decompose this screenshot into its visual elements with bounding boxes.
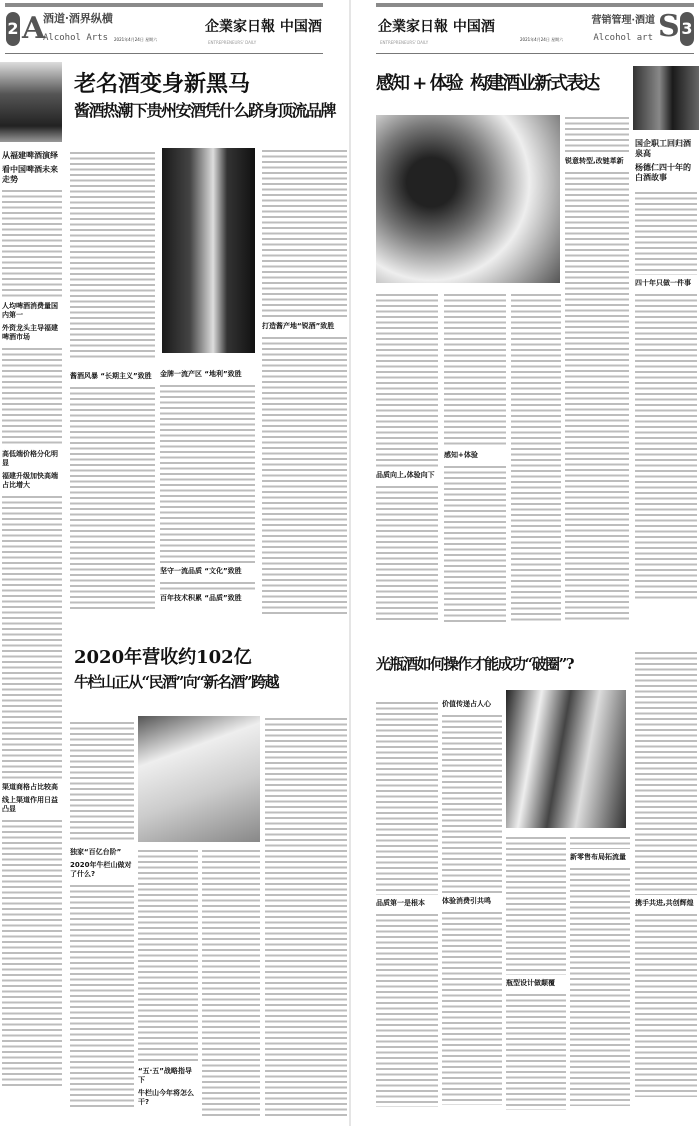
subhead: 瓶型设计做颠覆 [506,979,555,987]
subhead: 四十年只做一件事 [635,279,691,287]
body-text-column [442,910,502,1105]
header-bar [376,3,694,7]
subhead: 金牌一流产区 “地利”致胜 [160,370,242,378]
subhead: 品质向上,体验向下 [376,471,435,479]
body-text-column [70,883,134,1108]
second-column-4 [570,835,630,1106]
beer-mugs-photo [0,62,62,142]
body-text-column [202,848,260,1118]
body-text-column [70,720,134,840]
body-text-column [2,494,62,779]
second-headline-line2: 牛栏山正从“民酒”向“新名酒”跨越 [74,673,279,691]
issue-date: 2021年4月24日 星期六 [114,37,158,42]
body-text-column [565,170,629,620]
body-text-column [376,912,438,1107]
subhead: “五·五”战略指导下 [138,1067,192,1084]
subhead: 高低端价格分化明显 [2,450,58,467]
body-text-column [570,866,630,1106]
side-headline-line1: 国企职工回归酒泉高 [635,138,691,158]
body-text-column [635,190,697,275]
body-text-column [565,115,629,153]
side-headline-line2: 看中国啤酒未来走势 [2,164,58,184]
second-column-2 [138,848,198,1107]
lead-column-2 [444,292,506,624]
niulanshan-product-photo [138,716,260,842]
body-text-column [70,385,155,610]
subhead: 牛栏山今年将怎么干? [138,1089,194,1106]
second-column-1 [70,720,134,1108]
body-text-column [262,335,347,615]
side-column [635,138,697,602]
section-title: 酒道·酒界纵横 [43,12,113,25]
section-title: 营销管理·酒道 [591,15,655,26]
body-text-column [2,346,62,446]
header-rule [5,53,323,54]
issue-date: 2021年4月24日 星期六 [520,37,564,42]
second-headline: 光瓶酒如何操作才能成功“破圈”? [376,655,574,673]
header-rule [376,53,694,54]
subhead: 2020年牛栏山做对了什么? [70,861,132,878]
body-text-column [376,484,438,622]
second-column-2 [442,700,502,1105]
body-text-column [2,188,62,298]
body-text-column [265,716,347,1116]
body-text-column [570,835,630,849]
subhead: 新零售布局拓流量 [570,853,626,861]
page-fold [349,0,351,1126]
body-text-column [70,150,155,360]
subhead: 打造酱产地“锐酒”致胜 [262,322,335,330]
subhead: 携手共进,共创辉煌 [635,899,694,907]
section-english: Alcohol art [593,33,653,43]
body-text-column [138,848,198,1063]
body-text-column [376,700,438,895]
page-number-badge: 2 [6,12,20,46]
masthead-logo: 企業家日報 中国酒 [378,19,495,35]
side-headline-line1: 从福建啤酒演绎 [2,150,58,160]
body-text-column [376,292,438,467]
section-english: Alcohol Arts [43,33,109,43]
body-text-column [442,713,502,893]
liquor-bottles-photo [506,690,626,828]
second-headline-line1: 2020年营收约102亿 [74,647,252,668]
subhead: 渠道商格占比较高 [2,783,58,791]
side-headline-line2: 杨德仁四十年的白酒故事 [635,162,691,182]
lead-headline: 感知 + 体验 构建酒业新式表达 [376,73,599,94]
lead-headline-line2: 酱酒热潮下贵州安酒凭什么跻身顶流品牌 [74,101,336,120]
portrait-photo [633,66,699,130]
page-letter: S [658,9,680,44]
subhead: 外资龙头主导福建啤酒市场 [2,324,58,341]
wine-glasses-photo [376,115,560,283]
body-text-column [444,464,506,624]
second-column-5 [635,650,697,1097]
body-text-column [635,912,697,1097]
body-text-column [506,992,566,1110]
page-letter: A [22,11,46,46]
body-text-column [2,818,62,1088]
header-bar [5,3,323,7]
subhead: 坚守一流品质 “文化”致胜 [160,567,242,575]
second-column-1 [376,700,438,1107]
subhead: 线上渠道作用日益凸显 [2,796,58,813]
side-column [2,150,62,1088]
subhead: 福建升级加快高端占比增大 [2,472,58,489]
subhead: 酱酒风暴 “长期主义”致胜 [70,372,152,380]
body-text-column [160,383,255,563]
masthead-english: ENTREPRENEURS' DAILY [380,40,429,45]
masthead-english: ENTREPRENEURS' DAILY [208,40,257,45]
body-text-column [444,292,506,447]
lead-column-1 [376,292,438,622]
subhead: 价值传递占人心 [442,700,491,708]
body-text-column [262,148,347,318]
subhead: 体验消费引共鸣 [442,897,491,905]
body-text-column [160,580,255,590]
lead-column-2 [160,370,255,603]
subhead: 人均啤酒消费量国内第一 [2,302,58,319]
second-column-3 [506,835,566,1110]
lead-column-3 [262,148,347,615]
lead-headline-line1: 老名酒变身新黑马 [74,71,251,97]
lead-column-4 [565,115,629,620]
subhead: 独家“百亿台阶” [70,848,122,856]
body-text-column [635,650,697,895]
page-number-badge: 3 [680,12,694,46]
subhead: 百年技术积累 “品质”致胜 [160,594,242,602]
body-text-column [506,835,566,975]
subhead: 锐意转型,改链革新 [565,157,624,165]
masthead-logo: 企業家日報 中国酒 [205,19,322,35]
body-text-column [511,292,561,622]
anjiu-bottle-photo [162,148,255,353]
body-text-column [635,292,697,602]
subhead: 品质第一是根本 [376,899,425,907]
lead-column-1 [70,150,155,610]
subhead: 感知+体验 [444,451,478,459]
